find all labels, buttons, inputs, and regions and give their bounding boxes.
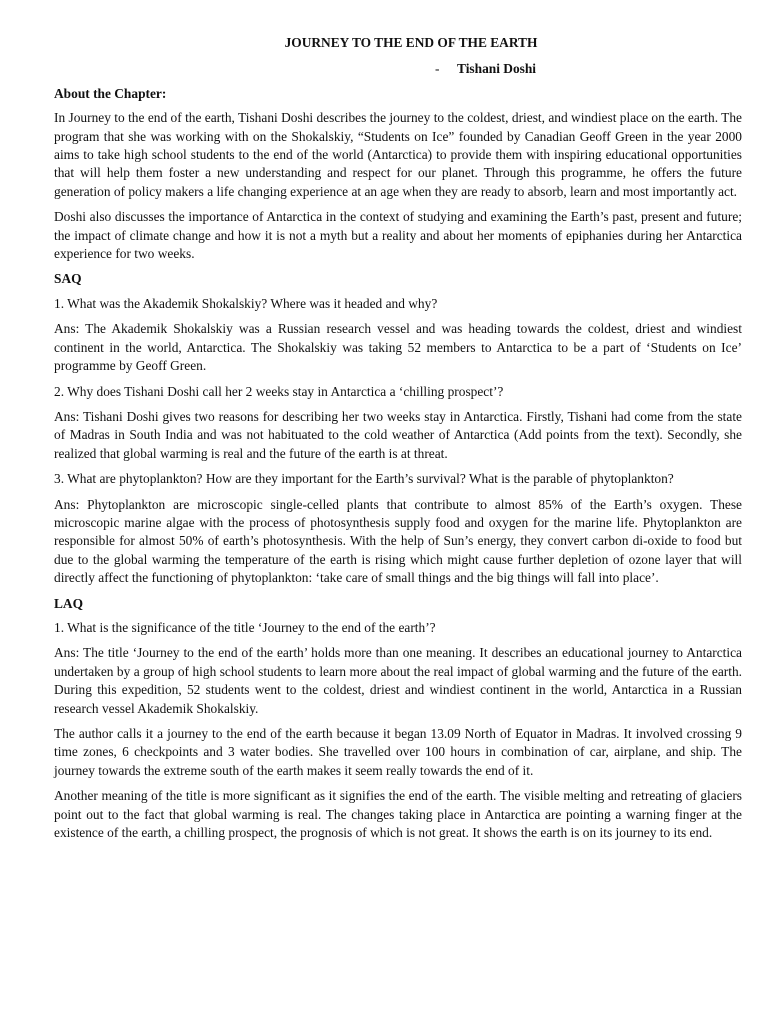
about-heading: About the Chapter: bbox=[54, 85, 167, 101]
saq-question-2: 2. Why does Tishani Doshi call her 2 weeks stay in Antarctica a ‘chilling prospect’? bbox=[54, 383, 504, 399]
saq-question-1: 1. What was the Akademik Shokalskiy? Where was it headed and why? bbox=[54, 295, 438, 311]
author-dash: - bbox=[435, 61, 440, 77]
laq-heading: LAQ bbox=[54, 595, 84, 611]
laq-question-1: 1. What is the significance of the title ‘Journey to the end of the earth’? bbox=[54, 619, 436, 635]
author-name: Tishani Doshi bbox=[457, 61, 537, 77]
laq-answer-paragraph-1: Ans: The title ‘Journey to the end of the earth’ holds more than one meaning. It describes an educational journey to Antarctica undertaken by a group of high school students to learn more about the real impact of global warming and the future of the earth. During this expedition, 52 students went to the coldest, driest and windiest continent in the world, Antarctica in a Russian research vessel Akademik Shokalskiy. bbox=[54, 645, 742, 716]
saq-answer-1: Ans: The Akademik Shokalskiy was a Russian research vessel and was heading towards the coldest, driest and windiest continent in the world, Antarctica. The Shokalskiy was taking 52 members to Antarctica to be a part of ‘Students on Ice’ programme by Geoff Green. bbox=[54, 321, 742, 374]
author-line bbox=[54, 60, 742, 78]
laq-answer-paragraph-3: Another meaning of the title is more significant as it signifies the end of the earth. The visible melting and retreating of glaciers point out to the fact that global warming is real. The changes taking place in Antarctica are pointing a warning finger at the existence of the earth, a chilling prospect, the prognosis of which is not great. It shows the earth is on its journey to its end. bbox=[54, 788, 742, 841]
saq-answer-2: Ans: Tishani Doshi gives two reasons for describing her two weeks stay in Antarctica. Firstly, Tishani had come from the state of Madras in South India and was not habituated to the cold weather of Antarctica (Add points from the text). Secondly, she realized that global warming is real and the future of the earth is at threat. bbox=[54, 408, 742, 461]
laq-answer-paragraph-2: The author calls it a journey to the end of the earth because it began 13.09 North of Equator in Madras. It involved crossing 9 time zones, 6 checkpoints and 3 water bodies. She travelled over 100 hours in combination of car, airplane, and ship. The journey towards the extreme south of the earth makes it seem really towards the end of it. bbox=[54, 726, 742, 778]
about-paragraph-1: In Journey to the end of the earth, Tishani Doshi describes the journey to the coldest, driest, and windiest place on the earth. The program that she was working with on the Shokalskiy, “Students on Ice” founded by Canadian Geoff Green in the year 2000 aims to take high school students to the end of the world (Antarctica) to provide them with inspiring educational opportunities that will help them foster a new understanding and respect for our planet. Through this programme, he offers the future generation of policy makers a life changing experience at an age when they are ready to absorb, learn and most importantly act. bbox=[54, 110, 742, 199]
about-paragraph-2: Doshi also discusses the importance of Antarctica in the context of studying and examining the Earth’s past, present and future; the impact of climate change and how it is not a myth but a reality and about her moments of epiphanies during her Antarctica experience for two weeks. bbox=[54, 209, 742, 262]
saq-answer-3: Ans: Phytoplankton are microscopic single-celled plants that contribute to almost 85% of the Earth’s oxygen. These microscopic marine algae with the process of photosynthesis supply food and oxygen for the marine life. Phytoplankton are responsible for almost 50% of earth’s photosynthesis. With the help of Sun’s energy, they convert carbon di-oxide to food but due to the global warming the temperature of the earth is rising which might cause further depletion of ozone layer that will directly affect the functioning of phytoplankton: ‘take care of small things and the big things will fall into place’. bbox=[54, 496, 742, 586]
document-title: JOURNEY TO THE END OF THE EARTH bbox=[284, 35, 538, 50]
saq-heading: SAQ bbox=[54, 271, 82, 287]
document-page bbox=[54, 34, 742, 849]
saq-question-3: 3. What are phytoplankton? How are they important for the Earth’s survival? What is the parable of phytoplankton? bbox=[54, 471, 674, 487]
